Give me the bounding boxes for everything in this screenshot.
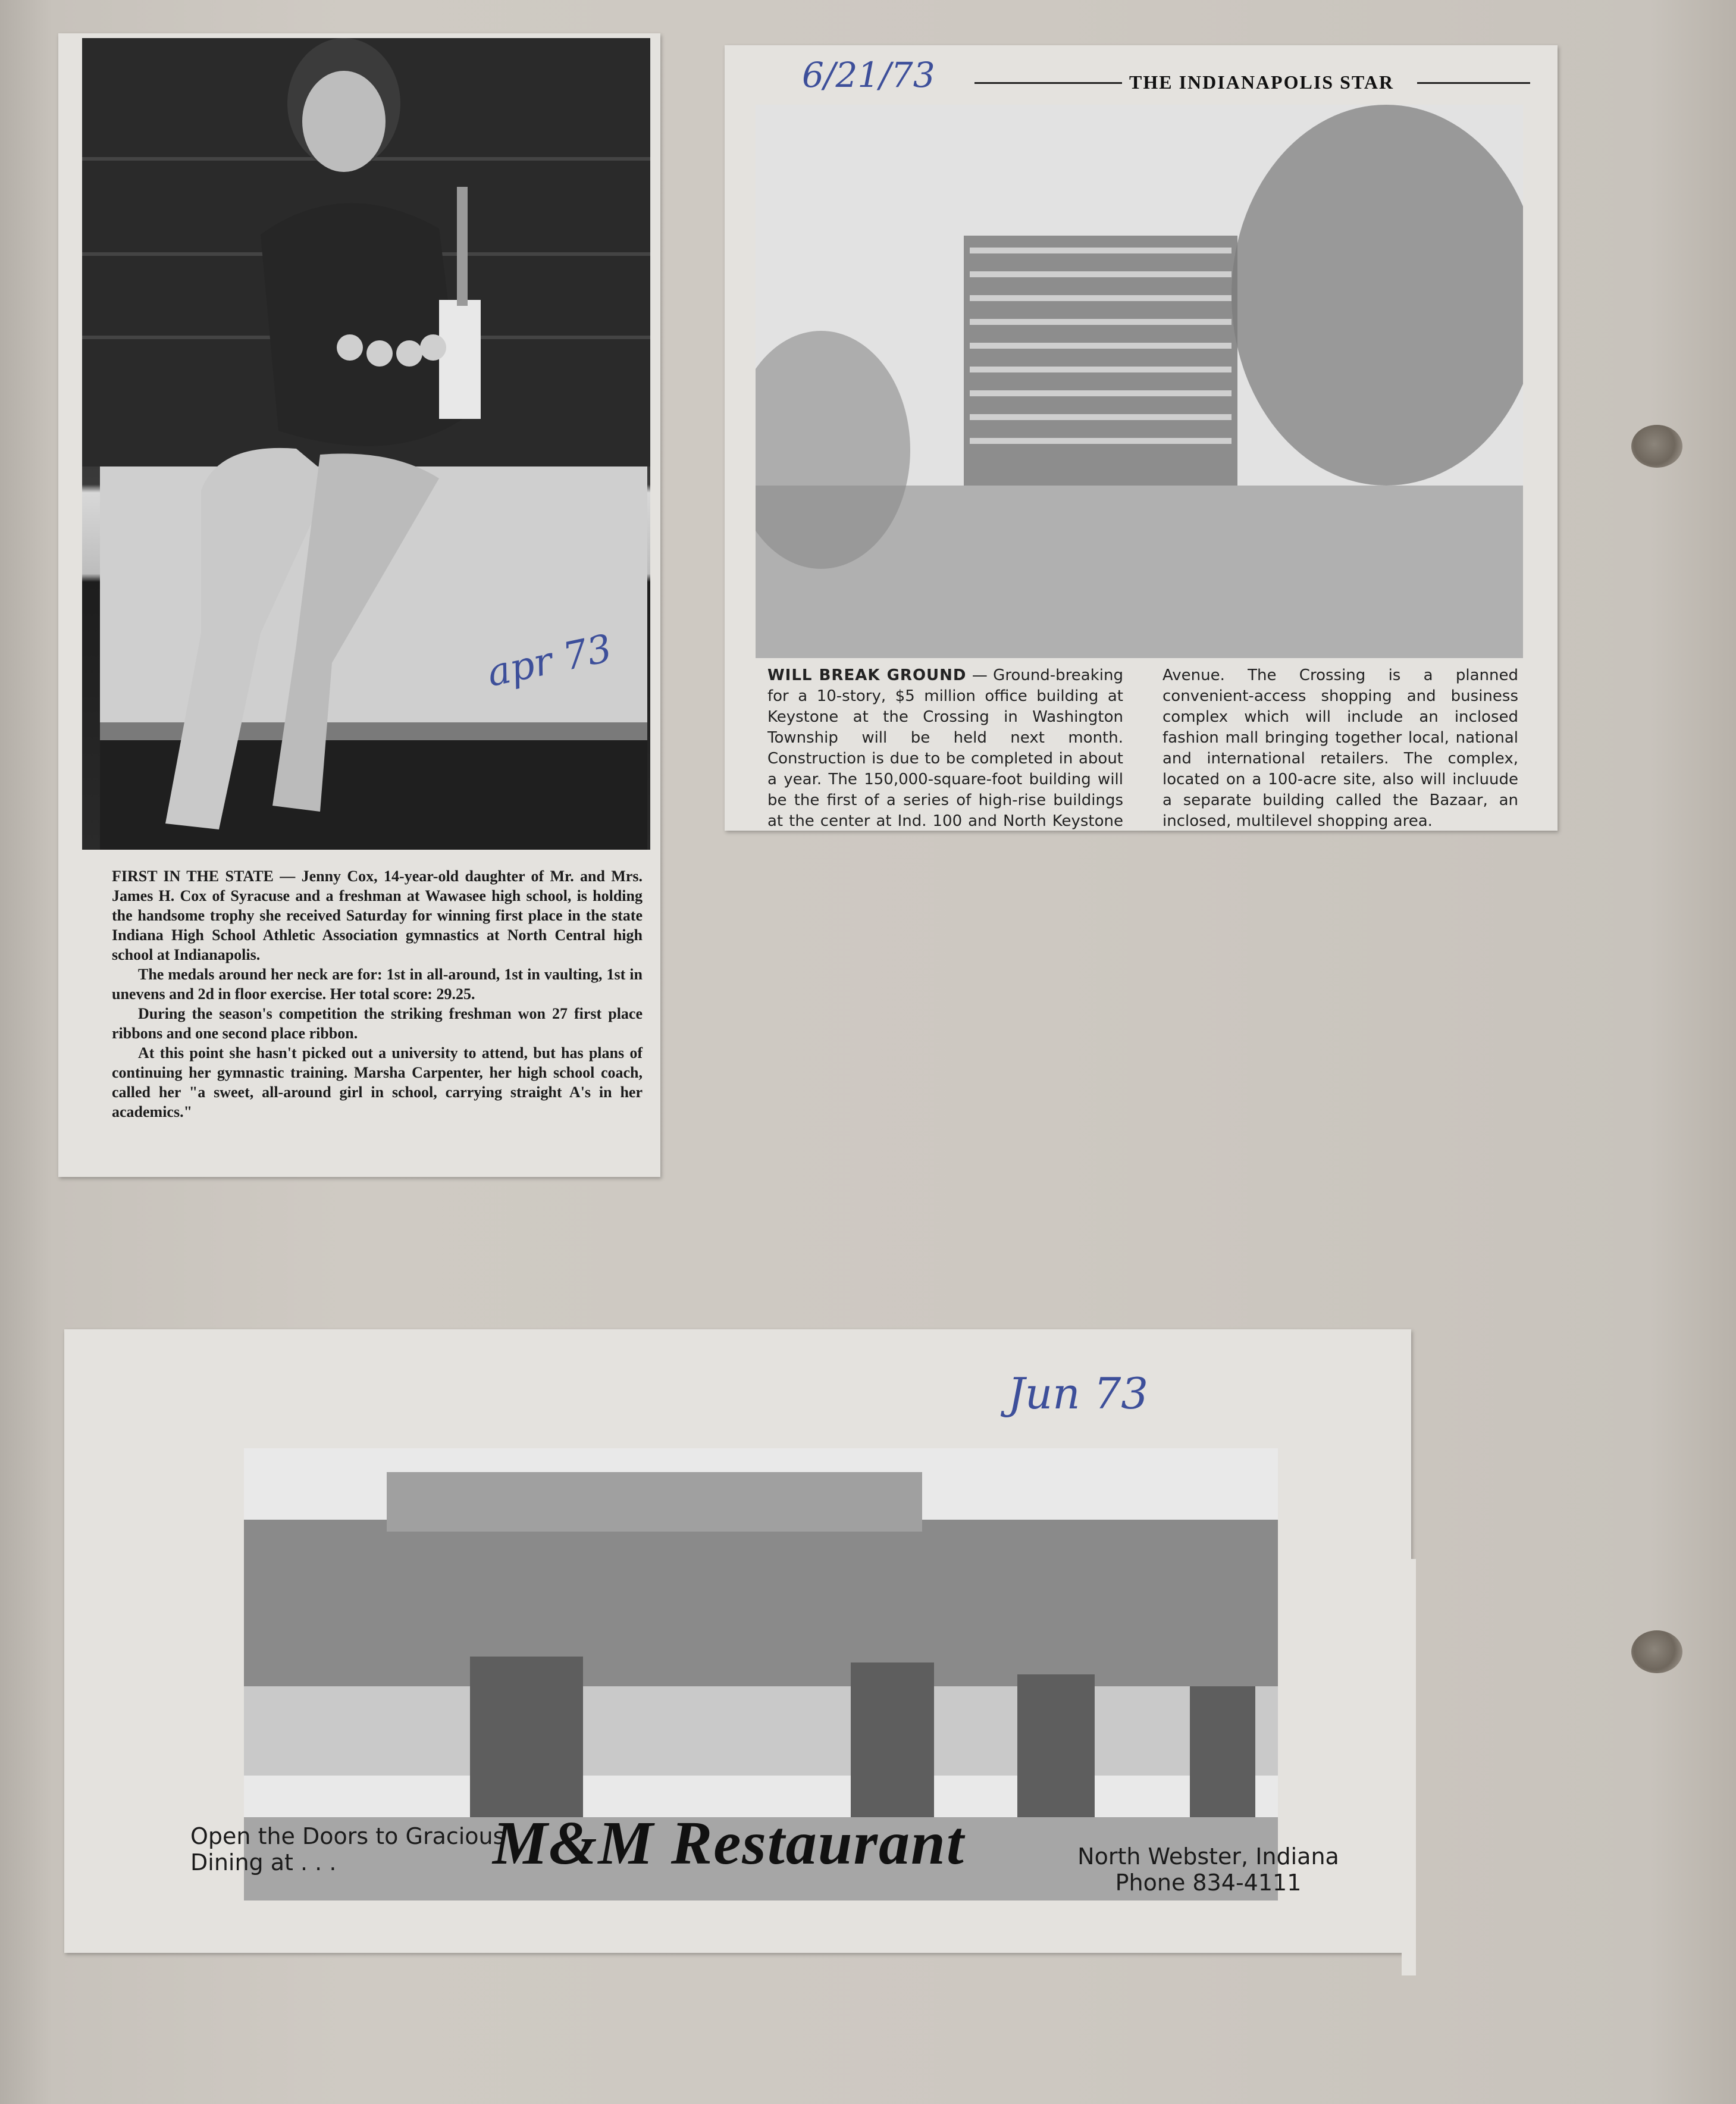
gymnast-photo [82,38,650,850]
date-note: 6/21/73 [802,55,935,95]
caption-paragraph: At this point she hasn't picked out a university to attend, but has plans of continuing her gymnastic training. Marsha Carpenter, her high school coach, called her "a sweet, all-around girl in school, carrying straight A's in her academics." [112,1044,643,1120]
binder-hole [1631,1630,1682,1673]
ad-contact [1068,1843,1348,1896]
masthead: THE INDIANAPOLIS STAR [1129,71,1395,93]
building-sketch [756,105,1523,658]
clipping-office-building [725,45,1558,831]
date-note: apr 73 [483,626,616,696]
caption-lead: WILL BREAK GROUND [767,666,967,684]
ad-tagline: Open the Doors to Gracious Dining at . . . [190,1823,505,1876]
building-caption [767,665,1518,832]
building-illustration [756,105,1523,658]
caption-text: — Jenny Cox, 14-year-old daughter of Mr. and Mrs. James H. Cox of Syracuse and a freshman at Wawasee high school, is holding the handsome trophy she received Saturday for winning first place in the state Indiana High School Athletic Association gymnastics at North Central high school at Indianapolis. [112,868,643,963]
masthead-rule [1417,82,1530,84]
clipping-restaurant-ad [64,1329,1411,1953]
restaurant-name: M&M Restaurant [493,1809,965,1877]
caption-lead: FIRST IN THE STATE [112,868,274,885]
date-note: Jun 73 [1008,1369,1149,1419]
gymnast-caption [112,866,643,1122]
torn-paper-strip [1402,1559,1416,1975]
caption-paragraph: The medals around her neck are for: 1st in all-around, 1st in vaulting, 1st in unevens and 2d in floor exercise. Her total score: 29.25. [112,966,643,1003]
clipping-gymnast [58,33,660,1177]
phone: Phone 834-4111 [1115,1870,1302,1896]
gymnast-illustration [82,38,650,850]
caption-text: — Ground-breaking for a 10-story, $5 million office building at Keystone at the Crossing in Washington Township will be held next month. Construction is due to be completed in about a year. The 150,000-square-foot building will be the first of a series of high-rise buildings at the center at Ind. 100 and North Keystone Avenue. The Crossing is a planned convenient-access shopping and business complex which will include an inclosed fashion mall bringing together local, national and international retailers. The complex, located on a 100-acre site, also will incluude a separate building called the Bazaar, an inclosed, multilevel shopping area. [767,666,1518,830]
masthead-rule [974,82,1122,84]
caption-paragraph: During the season's competition the striking freshman won 27 first place ribbons and one second place ribbon. [112,1005,643,1042]
binder-hole [1631,425,1682,468]
location: North Webster, Indiana [1077,1843,1339,1870]
